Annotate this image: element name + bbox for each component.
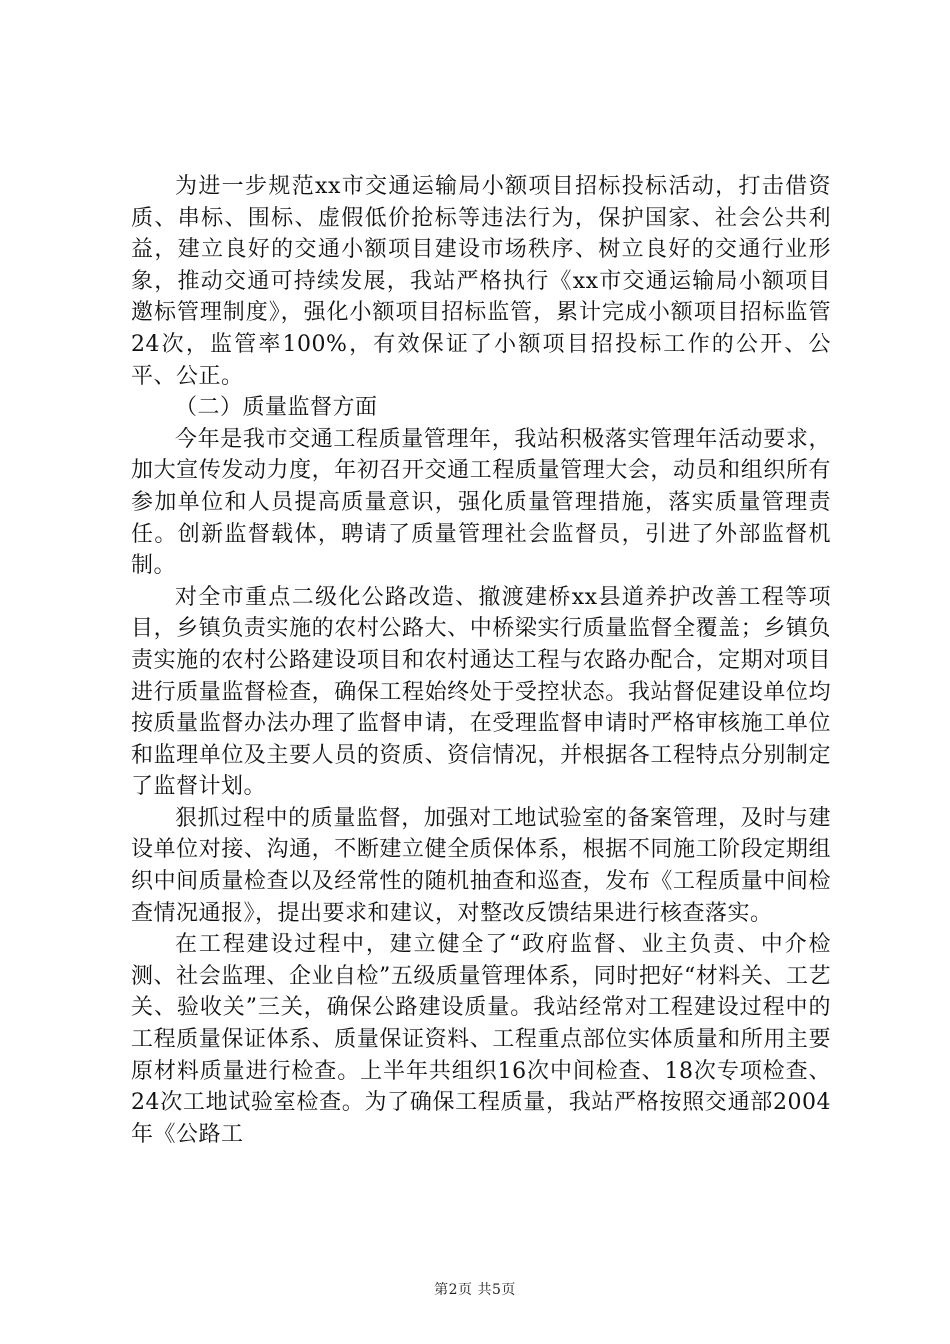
document-body bbox=[131, 171, 831, 1150]
paragraph-quality-management-year: 今年是我市交通工程质量管理年，我站积极落实管理年活动要求，加大宣传发动力度，年初召开交通工程质量管理大会，动员和组织所有参加单位和人员提高质量意识，强化质量管理措施，落实质量管理责任。创新监督载体，聘请了质量管理社会监督员，引进了外部监督机制。 bbox=[131, 426, 831, 579]
paragraph-tendering-supervision: 为进一步规范xx市交通运输局小额项目招标投标活动，打击借资质、串标、围标、虚假低价抢标等违法行为，保护国家、社会公共利益，建立良好的交通小额项目建设市场秩序、树立良好的交通行业形象，推动交通可持续发展，我站严格执行《xx市交通运输局小额项目邀标管理制度》，强化小额项目招标监管，累计完成小额项目招标监管24次，监管率100%，有效保证了小额项目招投标工作的公开、公平、公正。 bbox=[131, 174, 831, 389]
page-footer: 第2页 共5页 bbox=[434, 1282, 516, 1298]
section-heading-quality-supervision: （二）质量监督方面 bbox=[175, 395, 378, 421]
paragraph-project-coverage: 对全市重点二级化公路改造、撤渡建桥xx县道养护改善工程等项目，乡镇负责实施的农村公路大、中桥梁实行质量监督全覆盖；乡镇负责实施的农村公路建设项目和农村通达工程与农路办配合，定期对项目进行质量监督检查，确保工程始终处于受控状态。我站督促建设单位均按质量监督办法办理了监督申请，在受理监督申请时严格审核施工单位和监理单位及主要人员的资质、资信情况，并根据各工程特点分别制定了监督计划。 bbox=[131, 584, 831, 800]
paragraph-quality-system: 在工程建设过程中，建立健全了“政府监督、业主负责、中介检测、社会监理、企业自检”五级质量管理体系，同时把好“材料关、工艺关、验收关”三关，确保公路建设质量。我站经常对工程建设过程中的工程质量保证体系、质量保证资料、工程重点部位实体质量和所用主要原材料质量进行检查。上半年共组织16次中间检查、18次专项检查、24次工地试验室检查。为了确保工程质量，我站严格按照交通部2004年《公路工 bbox=[131, 932, 831, 1147]
paragraph-process-supervision: 狠抓过程中的质量监督，加强对工地试验室的备案管理，及时与建设单位对接、沟通，不断建立健全质保体系，根据不同施工阶段定期组织中间质量检查以及经常性的随机抽查和巡查，发布《工程质量中间检查情况通报》，提出要求和建议，对整改反馈结果进行核查落实。 bbox=[131, 805, 831, 926]
